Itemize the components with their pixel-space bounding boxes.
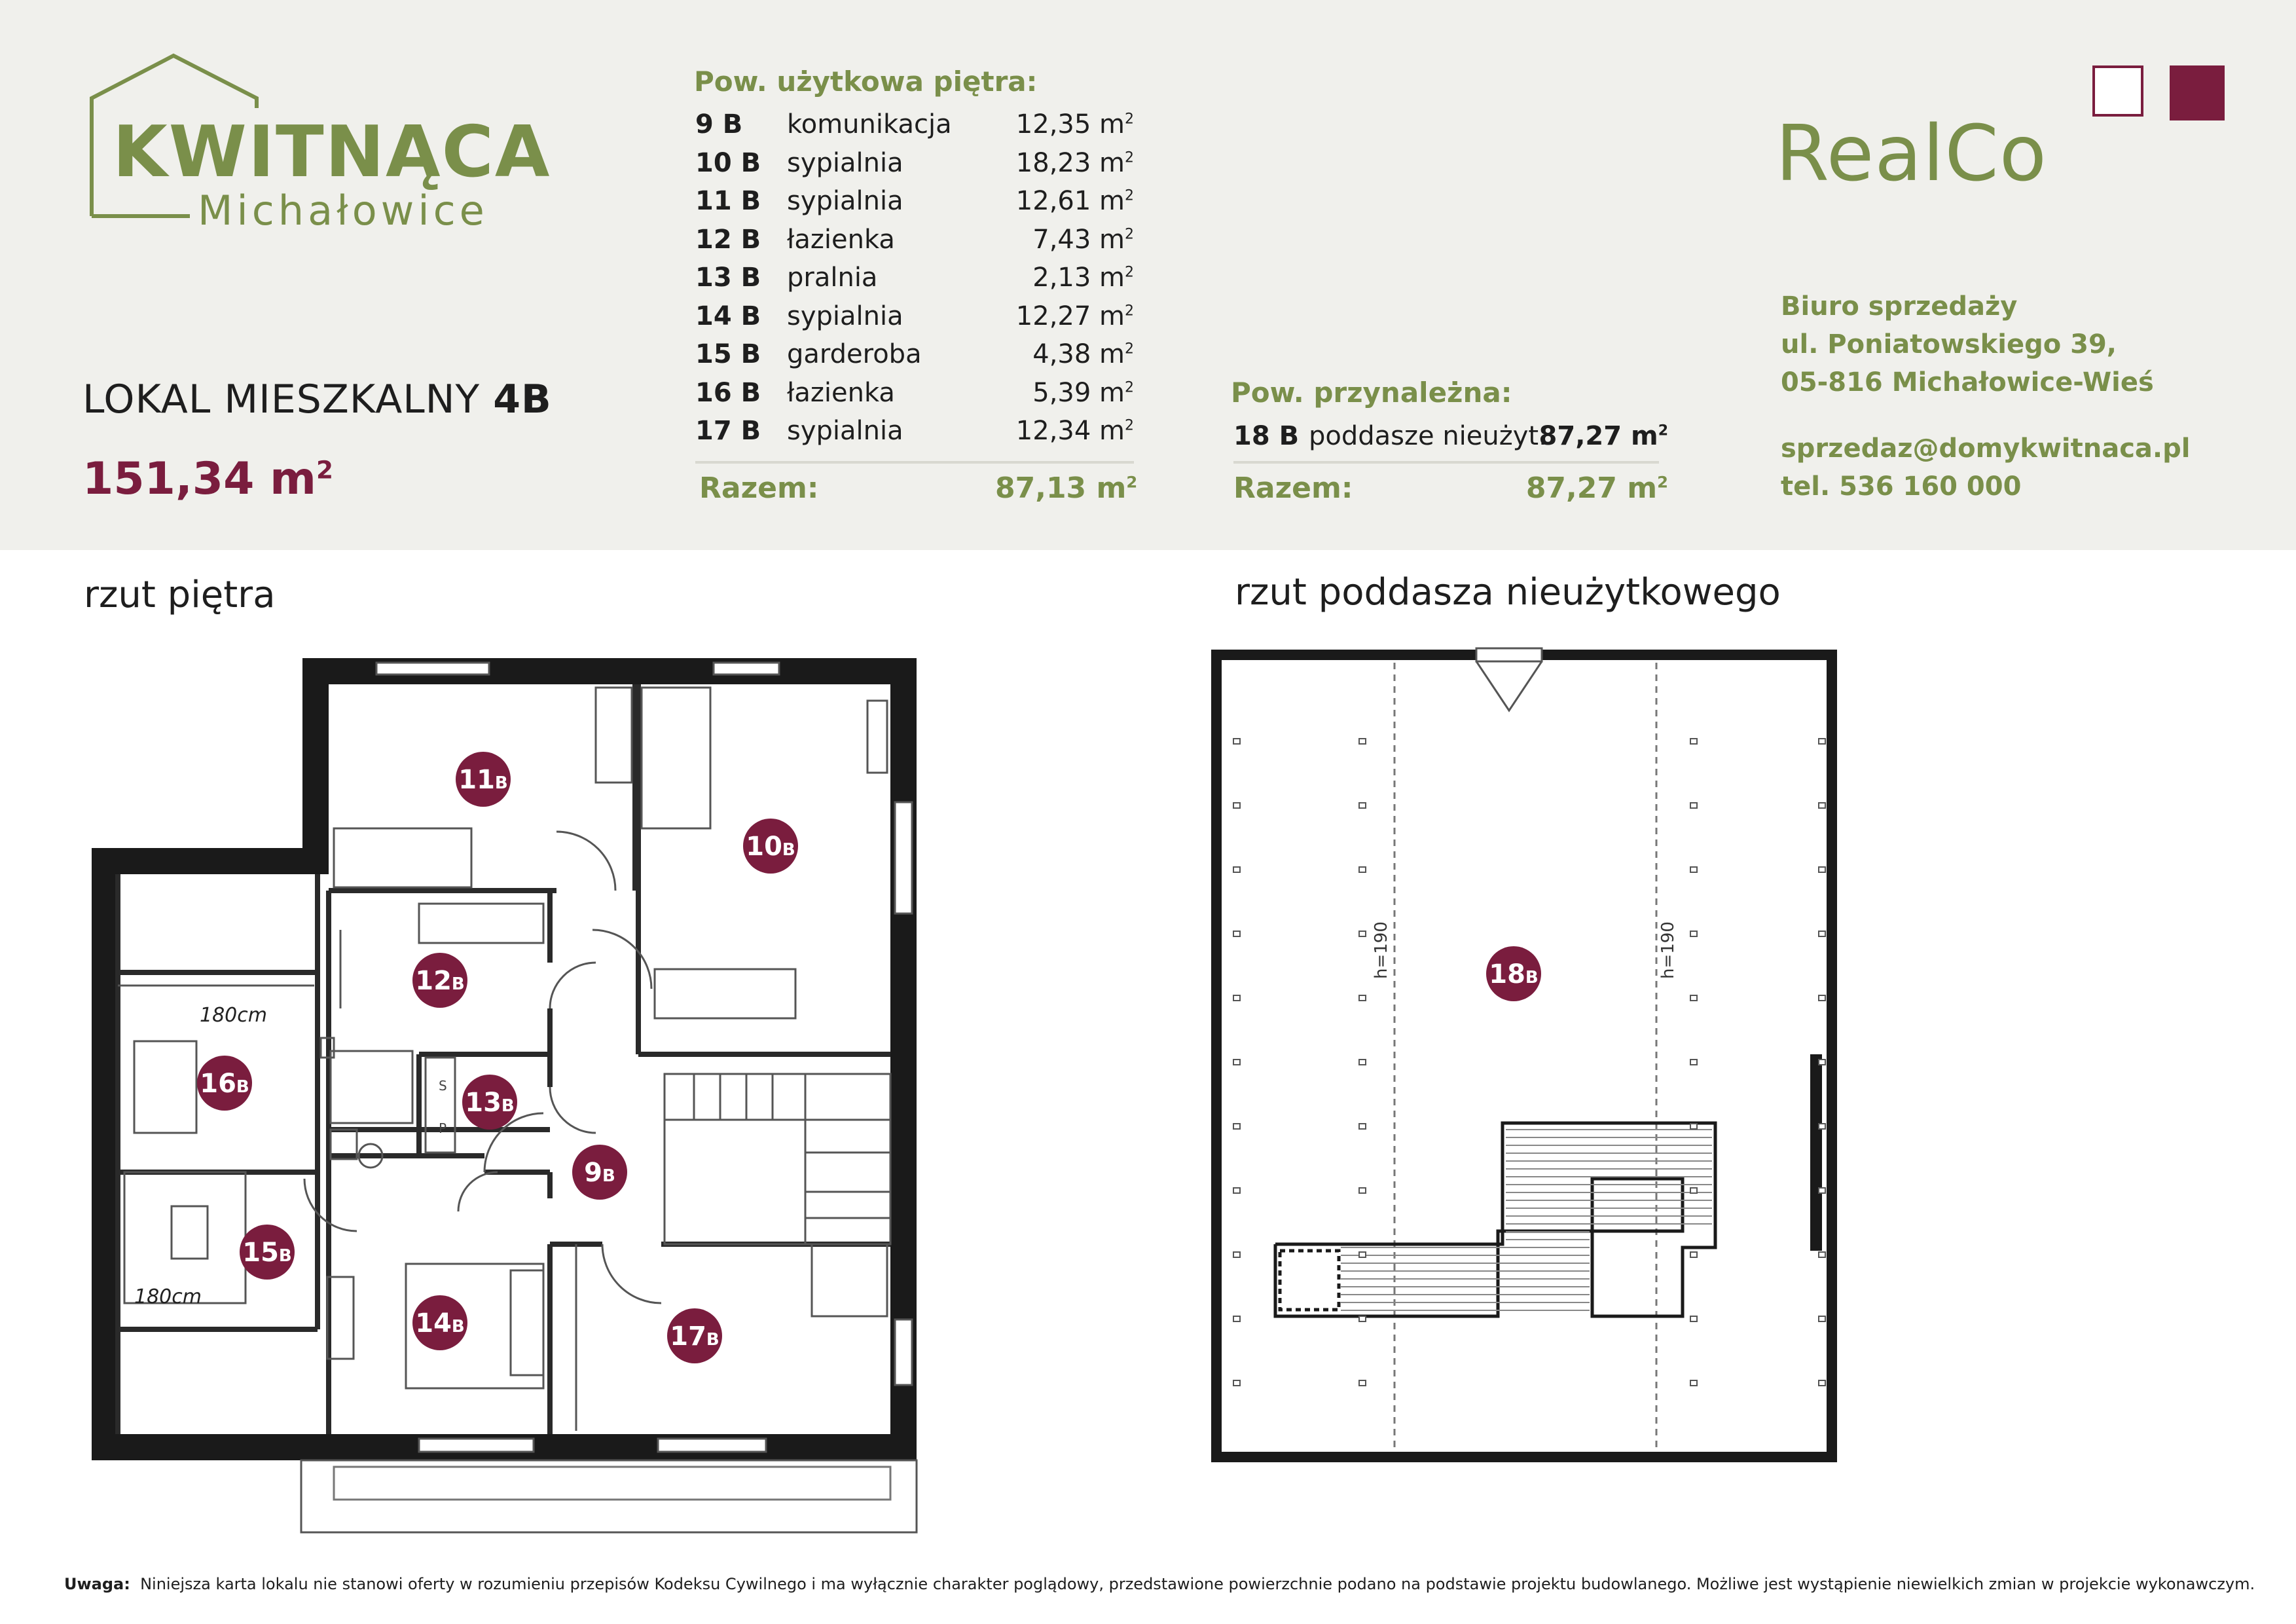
room-name: sypialnia [787,147,903,178]
dim-label-bottom: 180cm [134,1285,202,1308]
logo-title: KWITNĄCA [113,111,551,193]
unit-title-prefix: LOKAL MIESZKALNY [82,377,481,422]
brand-logo: RealCo [1776,108,2047,198]
room-code: 16 B [695,377,761,408]
usable-area-row [695,378,1134,416]
room-area: 12,35 $m^2$ [1015,109,1134,139]
room-marker-13 [462,1075,517,1130]
office-street: ul. Poniatowskiego 39, [1781,329,2117,360]
usable-total-value: 87,13 $m^2$ [995,471,1138,505]
attached-total-value: 87,27 $m^2$ [1525,471,1668,505]
room-code: 13 B [695,263,761,293]
room-code: 15 B [695,339,761,369]
room-code: 17 B [695,416,761,446]
room-name: łazienka [787,224,895,255]
room-area: 18,23 $m^2$ [1015,147,1134,178]
room-marker-16 [197,1056,252,1111]
contact-phone[interactable]: tel. 536 160 000 [1781,471,2022,502]
attic-plan [1205,642,1846,1467]
unit-number: 4B [493,377,552,422]
usable-area-row [695,225,1134,263]
usable-area-row [695,301,1134,339]
attached-area-row: 18 B poddasze nieużyt. 87,27 $m^2$ [1233,421,1668,451]
usable-total-label: Razem: [699,471,819,505]
unit-area: 151,34 $m^2$ [82,453,333,505]
usable-area-row [695,109,1134,147]
svg-text:9B: 9B [584,1158,615,1188]
door-swing-icon [304,832,661,1303]
room-code: 11 B [695,186,761,216]
contact-email[interactable]: sprzedaz@domykwitnaca.pl [1781,434,2191,464]
logo-subtitle: Michałowice [198,187,488,234]
room-area: 12,61 $m^2$ [1015,186,1134,216]
svg-text:12B: 12B [415,966,465,996]
floor-plan [85,648,936,1539]
attached-area-heading: Pow. przynależna: [1231,377,1512,409]
unit-title [82,377,552,422]
usable-divider [695,461,1134,464]
room-name: sypialnia [787,301,903,331]
room-marker-14 [412,1295,467,1350]
attached-divider [1233,461,1659,464]
height-mark-right: h=190 [1658,921,1678,979]
room-markers-floor [197,752,798,1363]
brand-square-outline [2092,65,2143,117]
room-marker-10 [743,819,798,874]
room-area: 2,13 $m^2$ [1032,263,1134,293]
dim-label-top: 180cm [200,1004,267,1027]
svg-text:11B: 11B [458,765,508,795]
svg-text:16B: 16B [200,1069,249,1099]
brand-square-filled [2170,65,2225,120]
room-name: sypialnia [787,416,903,446]
disclaimer-text: Niniejsza karta lokalu nie stanowi oferty w rozumieniu przepisów Kodeksu Cywilnego i ma wyłącznie charakter poglądowy, przedstawione powierzchnie podano na podstawie projektu budowlanego. Możliwe jest wystąpienie niewielkich zmian w projekcie wykonawczym. [140,1575,2255,1593]
header-band [0,0,2296,550]
attic-plan-label: rzut poddasza nieużytkowego [1235,571,1781,614]
room-area: 4,38 $m^2$ [1032,339,1134,369]
svg-text:15B: 15B [242,1238,292,1268]
room-area: 12,34 $m^2$ [1015,416,1134,446]
room-name: łazienka [787,377,895,408]
room-marker-9 [572,1145,627,1200]
room-code: 10 B [695,147,761,178]
svg-text:13B: 13B [465,1088,515,1118]
office-city: 05-816 Michałowice-Wieś [1781,367,2154,397]
window-icon [1476,648,1542,661]
svg-text:10B: 10B [746,832,795,862]
room-marker-15 [240,1225,295,1280]
usable-area-row [695,339,1134,377]
room-area: 5,39 $m^2$ [1032,377,1134,408]
disclaimer-label: Uwaga: [64,1575,130,1593]
room-area: 12,27 $m^2$ [1015,301,1134,331]
laundry-label-p: P [439,1120,447,1136]
laundry-label-s: S [439,1078,447,1094]
attached-total-label: Razem: [1233,471,1353,505]
room-name: pralnia [787,263,878,293]
floor-plan-label: rzut piętra [84,574,276,616]
room-code: 12 B [695,224,761,255]
office-label: Biuro sprzedaży [1781,291,2018,322]
disclaimer [64,1575,2255,1593]
usable-area-heading: Pow. użytkowa piętra: [694,65,1038,98]
room-marker-12 [412,953,467,1008]
svg-text:17B: 17B [670,1321,720,1352]
room-name: komunikacja [787,109,952,139]
svg-text:18B: 18B [1489,959,1539,989]
usable-area-row [695,148,1134,186]
usable-area-row [695,186,1134,224]
room-marker-11 [456,752,511,807]
usable-area-row [695,416,1134,454]
height-mark-left: h=190 [1372,921,1391,979]
svg-text:14B: 14B [415,1308,465,1338]
room-name: garderoba [787,339,922,369]
room-markers-attic [1486,946,1541,1001]
usable-area-row [695,263,1134,301]
room-marker-18 [1486,946,1541,1001]
room-marker-17 [667,1308,722,1363]
room-code: 9 B [695,109,743,139]
room-name: sypialnia [787,186,903,216]
room-area: 7,43 $m^2$ [1032,224,1134,255]
room-code: 14 B [695,301,761,331]
